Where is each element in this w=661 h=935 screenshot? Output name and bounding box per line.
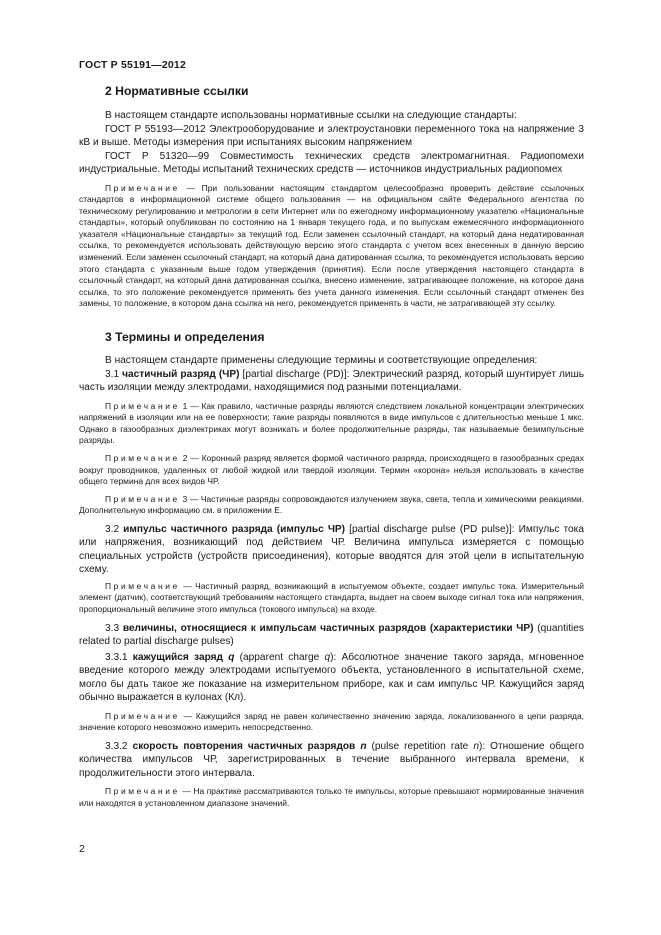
term-3-3-1 bbox=[79, 651, 584, 705]
term-number: 3.3 bbox=[105, 622, 120, 634]
term-symbol: n bbox=[360, 740, 367, 752]
term-3-1-note-2 bbox=[79, 453, 584, 488]
term-3-1-note-3 bbox=[79, 494, 584, 517]
term-definition: [partial discharge (PD)]: Электрический разряд, который шунтирует лишь часть изоляции между электродами, находящимися под разными потенциалами. bbox=[79, 368, 584, 394]
term-name: скорость повторения частичных разрядов bbox=[132, 740, 356, 752]
term-definition: (quantities related to partial discharge pulses) bbox=[79, 622, 584, 648]
term-symbol-inline: n bbox=[473, 740, 479, 752]
note-label: Примечание bbox=[105, 452, 180, 463]
term-definition-b: ): Отношение общего количества импульсов ЧР, зарегистрированных в течение выбранного интервала времени, к продолжительности этого интервала. bbox=[79, 740, 584, 779]
term-3-1-note-1 bbox=[79, 401, 584, 447]
term-name: величины, относящиеся к импульсам частичных разрядов (характеристики ЧР) bbox=[122, 622, 534, 634]
section-2-heading: 2 Нормативные ссылки bbox=[105, 84, 249, 98]
standard-id: ГОСТ Р 55191—2012 bbox=[79, 59, 187, 71]
term-3-1 bbox=[79, 368, 584, 395]
term-3-3-2-note bbox=[79, 786, 584, 809]
reference-gost-51320: ГОСТ Р 51320—99 Совместимость технических средств электромагнитная. Радиопомехи индустриальные. Методы испытаний технических средств — источников индустриальных радиопомех bbox=[79, 150, 584, 175]
term-3-3 bbox=[79, 622, 584, 649]
term-number: 3.2 bbox=[105, 523, 120, 535]
term-definition-a: (apparent charge bbox=[239, 651, 325, 663]
note-label: Примечание bbox=[105, 493, 180, 504]
term-definition-a: (pulse repetition rate bbox=[371, 740, 474, 752]
note-text: — При пользовании настоящим стандартом целесообразно проверить действие ссылочных стандартов в информационной системе общего пользования — на официальном сайте Федерального агентства по техническому регулированию и метрологии в сети Интернет или по ежегодному информационному указателю «Национальные стандарты», который опубликован по состоянию на 1 января текущего года, и по выпускам ежемесячного информационного указателя «Национальные стандарты» за текущий год. Если заменен ссылочный стандарт, на который дана недатированная ссылка, то рекомендуется использовать действующую версию этого стандарта с учетом всех внесенных в данную версию изменений. Если заменен ссылочный стандарт, на который дана датированная ссылка, то рекомендуется использовать версию этого стандарта с указанным выше годом утверждения (принятия). Если после утверждения настоящего стандарта в ссылочный стандарт, на который дана датированная ссылка, внесено изменение, затрагивающее положение, на которое дана ссылка, то это положение рекомендуется применять без учета данного изменения. Если ссылочный стандарт отменен без замены, то положение, в котором дана ссылка на него, рекомендуется применять в части, не затрагивающей эту ссылку. bbox=[79, 182, 584, 309]
term-3-2 bbox=[79, 523, 584, 577]
note-label: Примечание bbox=[105, 710, 180, 721]
term-definition: [partial discharge pulse (PD pulse)]: Импульс тока или напряжения, возникающий под действием ЧР. Величина импульса измеряется с помощью специальных устройств (устройств присоединения), которые вводятся для этой цели в испытательную схему. bbox=[79, 523, 584, 576]
term-name: кажущийся заряд bbox=[132, 651, 223, 663]
term-name: частичный разряд (ЧР) bbox=[122, 368, 240, 380]
section-2-intro: В настоящем стандарте использованы нормативные ссылки на следующие стандарты: bbox=[105, 110, 517, 121]
note-number: 3 bbox=[182, 493, 188, 504]
note-text: — Частичный разряд, возникающий в испытуемом объекте, создает импульс тока. Измерительный элемент (датчик), соответствующий требованиям настоящего стандарта, выдает на своем выходе сигнал тока или напряжения, пропорциональный величине этого импульса (токового импульса) на входе. bbox=[79, 580, 584, 615]
term-definition-b: ): Абсолютное значение такого заряда, мгновенное введение которого между электродами испытуемого объекта, установленного в испытательной схеме, могло бы дать такое же показание на измерительном приборе, как и сам импульс ЧР. Кажущийся заряд обычно выражается в кулонах (Кл). bbox=[79, 651, 584, 704]
section-3-intro: В настоящем стандарте применены следующие термины и соответствующие определения: bbox=[105, 355, 538, 367]
page-body bbox=[79, 84, 584, 810]
term-number: 3.3.2 bbox=[105, 740, 128, 752]
note-label: Примечание bbox=[105, 182, 180, 193]
note-label: Примечание bbox=[105, 400, 180, 411]
term-name: импульс частичного разряда (импульс ЧР) bbox=[123, 523, 346, 535]
section-3-heading: 3 Термины и определения bbox=[105, 330, 265, 345]
term-symbol-inline: q bbox=[324, 651, 331, 663]
term-3-3-1-note bbox=[79, 711, 584, 734]
note-number: 1 bbox=[182, 400, 188, 411]
note-number: 2 bbox=[182, 452, 188, 463]
note-text: — Коронный разряд является формой частичного разряда, происходящего в газообразных средах вокруг проводников, удаленных от любой жидкой или твердой изоляции. Термин «корона» нельзя использовать в качестве общего термина для всех видов ЧР. bbox=[79, 452, 584, 487]
note-text: — Частичные разряды сопровождаются излучением звука, света, тепла и химическими реакциями. Дополнительную информацию см. в приложении Е. bbox=[79, 493, 584, 516]
note-label: Примечание bbox=[105, 580, 180, 591]
page-number: 2 bbox=[79, 843, 85, 855]
note-text: — Как правило, частичные разряды являются следствием локальной концентрации электрических напряжений в изоляции или на ее поверхности; такие разряды появляются в виде импульсов с длительностью меньше 1 мкс. Однако в газообразных диэлектриках могут возникать и более продолжительные разряды, так называемые безимпульсные разряды. bbox=[79, 400, 584, 446]
term-3-3-2 bbox=[79, 740, 584, 781]
reference-gost-55193: ГОСТ Р 55193—2012 Электрооборудование и электроустановки переменного тока на напряжение 3 кВ и выше. Методы измерения при испытаниях высоким напряжением bbox=[79, 123, 584, 148]
note-text: — На практике рассматриваются только те импульсы, которые превышают нормированные значения или находятся в установленном диапазоне значений. bbox=[79, 786, 584, 808]
term-symbol: q bbox=[228, 651, 235, 663]
note-label: Примечание bbox=[105, 786, 180, 797]
term-number: 3.3.1 bbox=[105, 651, 128, 663]
term-3-2-note bbox=[79, 581, 584, 616]
note-text: — Кажущийся заряд не равен количественно значению заряда, локализованного в цепи разряда, значение которого невозможно измерить непосредственно. bbox=[79, 710, 584, 733]
section-2-note bbox=[79, 183, 584, 311]
term-number: 3.1 bbox=[105, 368, 120, 380]
